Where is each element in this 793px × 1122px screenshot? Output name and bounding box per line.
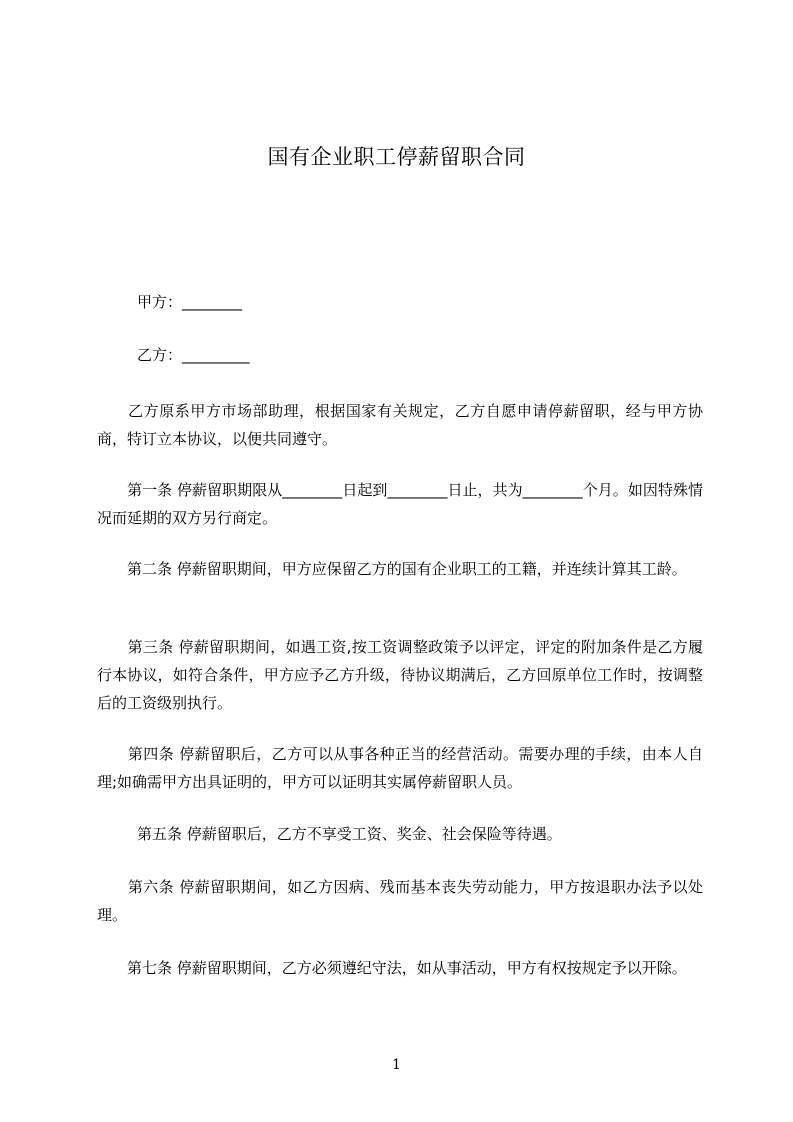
party-b-line: 乙方：_________ xyxy=(137,346,250,364)
clause-2: 第二条 停薪留职期间，甲方应保留乙方的国有企业职工的工籍，并连续计算其工龄。 xyxy=(97,560,687,578)
clause-4: 第四条 停薪留职后，乙方可以从事各种正当的经营活动。需要办理的手续，由本人自理;如确需甲方出具证明的，甲方可以证明其实属停薪留职人员。 xyxy=(97,745,703,791)
party-a-line: 甲方：________ xyxy=(137,293,243,311)
clause-6: 第六条 停薪留职期间，如乙方因病、残而基本丧失劳动能力，甲方按退职办法予以处理。 xyxy=(97,878,703,924)
paragraph-intro: 乙方原系甲方市场部助理，根据国家有关规定，乙方自愿申请停薪留职，经与甲方协商，特订立本协议，以便共同遵守。 xyxy=(97,402,703,448)
clause-1: 第一条 停薪留职期限从________日起到________日止，共为________个月。如因特殊情况而延期的双方另行商定。 xyxy=(97,481,703,527)
clause-3: 第三条 停薪留职期间，如遇工资,按工资调整政策予以评定，评定的附加条件是乙方履行本协议，如符合条件，甲方应予乙方升级，待协议期满后，乙方回原单位工作时，按调整后的工资级别执行。 xyxy=(97,638,703,712)
page-number: 1 xyxy=(392,1057,401,1073)
clause-7: 第七条 停薪留职期间，乙方必须遵纪守法，如从事活动，甲方有权按规定予以开除。 xyxy=(97,959,687,977)
clause-5: 第五条 停薪留职后，乙方不享受工资、奖金、社会保险等待遇。 xyxy=(137,825,562,843)
document-title: 国有企业职工停薪留职合同 xyxy=(267,145,526,169)
